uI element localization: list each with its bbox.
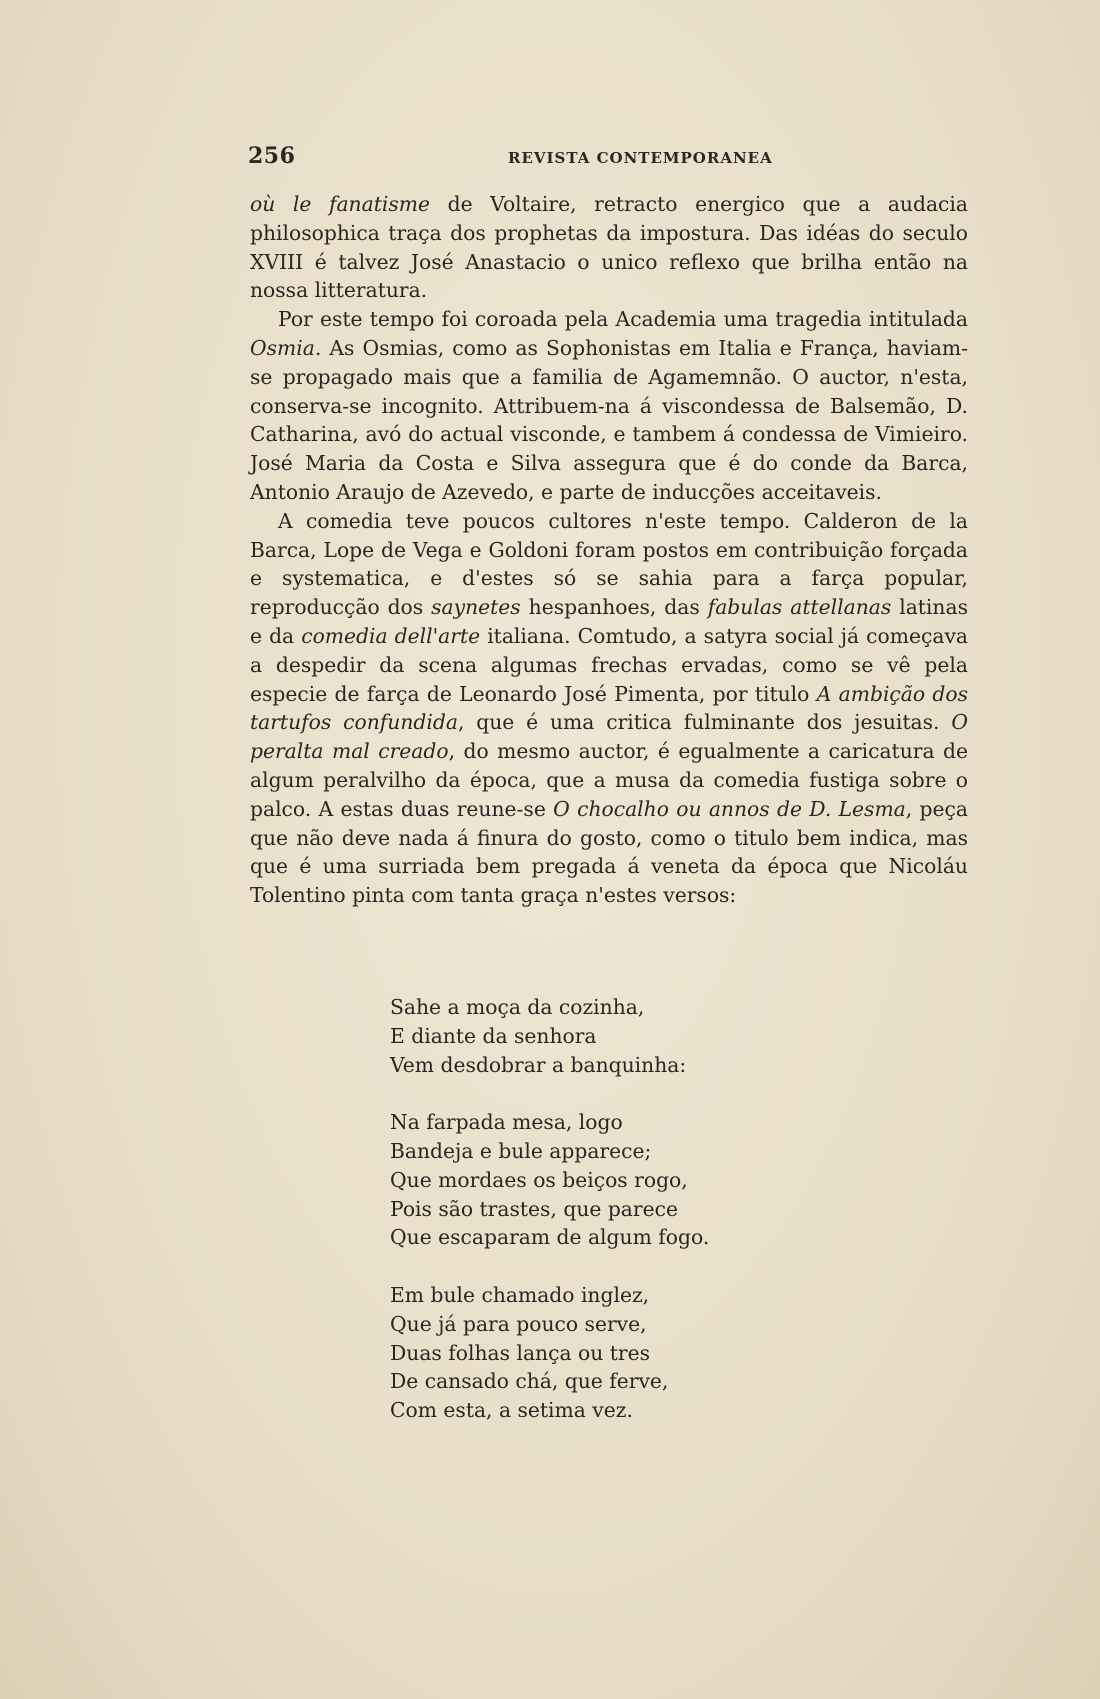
- text-segment: A comedia teve poucos cultores n'este tempo. Calderon de la Barca, Lope de Vega e Goldoni foram postos em contribuição forçada e systematica, e d'estes só se sahia para a farça popular, reproducção dos: [250, 508, 968, 620]
- paragraph: [250, 305, 968, 507]
- text-segment: italiana. Comtudo, a satyra social já começava a despedir da scena algumas frechas ervadas, como se vê pela especie de farça de Leonardo José Pimenta, por titulo: [250, 623, 968, 706]
- paragraph: [250, 190, 968, 305]
- text-segment: . As Osmias, como as Sophonistas em Italia e França, haviam-se propagado mais que a familia de Agamemnão. O auctor, n'esta, conserva-se incognito. Attribuem-na á viscondessa de Balsemão, D. Catharina, avó do actual visconde, e tambem á condessa de Vimieiro. José Maria da Costa e Silva assegura que é do conde da Barca, Antonio Araujo de Azevedo, e parte de inducções acceitaveis.: [250, 335, 968, 504]
- poem-verse: Vem desdobrar a banquinha:: [390, 1052, 687, 1077]
- text-segment: , do mesmo auctor, é egualmente a caricatura de algum peralvilho da época, que a musa da comedia fustiga sobre o palco. A estas duas reune-se: [250, 739, 968, 821]
- italic-text: O peralta mal creado: [250, 710, 968, 764]
- poem-verse: E diante da senhora: [390, 1023, 597, 1048]
- italic-text: saynetes: [431, 595, 521, 620]
- poem-verse: Duas folhas lança ou tres: [390, 1340, 650, 1365]
- page-header: [248, 143, 973, 173]
- italic-text: fabulas attellanas: [707, 595, 892, 620]
- text-segment: de Voltaire, retracto energico que a audacia philosophica traça dos prophetas da impostura. Das idéas do seculo XVIII é talvez José Anastacio o unico reflexo que brilha então na nossa litteratura.: [250, 192, 968, 303]
- poem-verse: Em bule chamado inglez,: [390, 1282, 650, 1307]
- body-text: [250, 190, 968, 910]
- text-segment: , peça que não deve nada á finura do gosto, como o titulo bem indica, mas que é uma surriada bem pregada á veneta da época que Nicoláu Tolentino pinta com tanta graça n'estes versos:: [250, 796, 968, 908]
- text-segment: , que é uma critica fulminante dos jesuitas.: [457, 710, 952, 735]
- poem-verse: Pois são trastes, que parece: [390, 1196, 678, 1221]
- poem-stanza: [390, 993, 709, 1079]
- running-title: REVISTA CONTEMPORANEA: [508, 149, 773, 167]
- poem-verse: Que escaparam de algum fogo.: [390, 1225, 710, 1250]
- poem: [390, 993, 709, 1454]
- italic-text: où le fanatisme: [250, 192, 430, 216]
- page-number: 256: [248, 143, 296, 169]
- poem-stanza: [390, 1108, 709, 1252]
- poem-verse: Com esta, a setima vez.: [390, 1398, 633, 1423]
- text-segment: Por este tempo foi coroada pela Academia uma tragedia intitulada: [278, 307, 968, 332]
- poem-verse: Bandeja e bule apparece;: [390, 1138, 652, 1163]
- poem-verse: Na farpada mesa, logo: [390, 1110, 623, 1135]
- poem-verse: De cansado chá, que ferve,: [390, 1369, 669, 1394]
- italic-text: O chocalho ou annos de D. Lesma: [553, 796, 906, 821]
- italic-text: A ambição dos tartufos confundida: [250, 681, 968, 735]
- poem-stanza: [390, 1281, 709, 1425]
- paragraph: [250, 507, 968, 910]
- text-segment: hespanhoes, das: [520, 595, 708, 620]
- poem-verse: Que mordaes os beiços rogo,: [390, 1167, 688, 1192]
- poem-verse: Que já para pouco serve,: [390, 1311, 647, 1336]
- poem-verse: Sahe a moça da cozinha,: [390, 995, 645, 1019]
- text-segment: latinas e da: [250, 595, 968, 648]
- italic-text: Osmia: [250, 335, 315, 360]
- italic-text: comedia dell'arte: [301, 623, 481, 648]
